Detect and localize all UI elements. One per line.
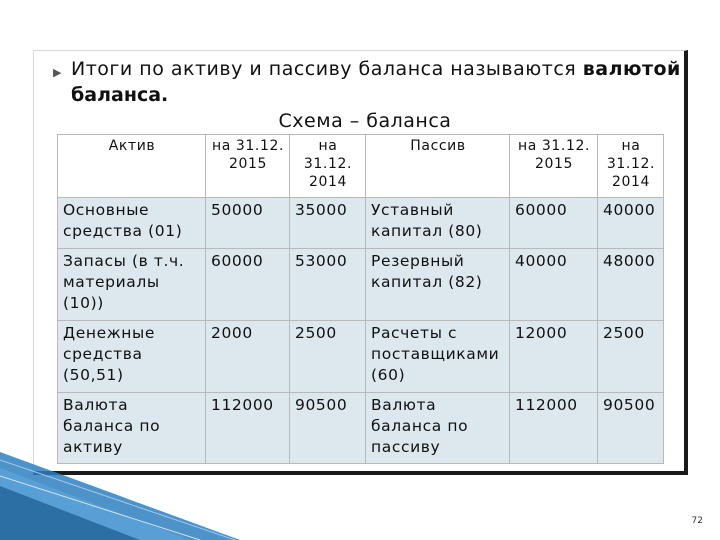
header-aktiv <box>58 135 206 198</box>
header-passiv <box>366 135 510 198</box>
header-label: Актив <box>108 138 156 154</box>
page-number: 72 <box>691 516 703 526</box>
header-passiv-2014 <box>598 135 664 198</box>
header-passiv-2015 <box>510 135 598 198</box>
header-aktiv-2014 <box>290 135 366 198</box>
balance-table <box>57 134 664 464</box>
table-cell: 53000 <box>290 249 366 321</box>
table-cell: Расчеты с поставщиками (60) <box>366 321 510 393</box>
bullet-text-line1 <box>71 58 681 80</box>
header-label: Пассив <box>410 138 466 154</box>
table-cell: 112000 <box>510 393 598 464</box>
table-row <box>58 249 664 321</box>
table-cell: Денежные средства (50,51) <box>58 321 206 393</box>
table-cell: 2000 <box>206 321 290 393</box>
table-cell: Основные средства (01) <box>58 198 206 249</box>
table-cell: 60000 <box>510 198 598 249</box>
bullet-text-main: Итоги по активу и пассиву баланса называются <box>71 58 577 80</box>
decorative-wave-graphic <box>0 440 240 540</box>
header-aktiv-2015 <box>206 135 290 198</box>
header-label: на 31.12. 2014 <box>303 138 353 190</box>
table-cell: 2500 <box>598 321 664 393</box>
bullet-arrow-icon: ▶ <box>53 66 62 79</box>
table-cell: Валюта баланса по пассиву <box>366 393 510 464</box>
bullet-text-emph: валютой <box>582 58 681 80</box>
table-cell: 90500 <box>598 393 664 464</box>
table-cell: 50000 <box>206 198 290 249</box>
table-cell: Резервный капитал (82) <box>366 249 510 321</box>
table-cell: Валюта баланса по активу <box>58 393 206 464</box>
schema-title: Схема – баланса <box>278 110 452 132</box>
table-cell: 12000 <box>510 321 598 393</box>
header-label: на 31.12. 2015 <box>517 138 591 172</box>
table-cell: 48000 <box>598 249 664 321</box>
table-cell: Запасы (в т.ч. материалы (10)) <box>58 249 206 321</box>
table-cell: Уставный капитал (80) <box>366 198 510 249</box>
header-label: на 31.12. 2015 <box>211 138 285 172</box>
bullet-text-line2: баланса. <box>71 84 169 106</box>
table-cell: 35000 <box>290 198 366 249</box>
table-cell: 40000 <box>510 249 598 321</box>
table-cell: 40000 <box>598 198 664 249</box>
table-cell: 112000 <box>206 393 290 464</box>
header-label: на 31.12. 2014 <box>606 138 656 190</box>
table-cell: 90500 <box>290 393 366 464</box>
table-header-row <box>58 135 664 198</box>
table-row <box>58 321 664 393</box>
table-cell: 2500 <box>290 321 366 393</box>
table-row <box>58 198 664 249</box>
table-cell: 60000 <box>206 249 290 321</box>
